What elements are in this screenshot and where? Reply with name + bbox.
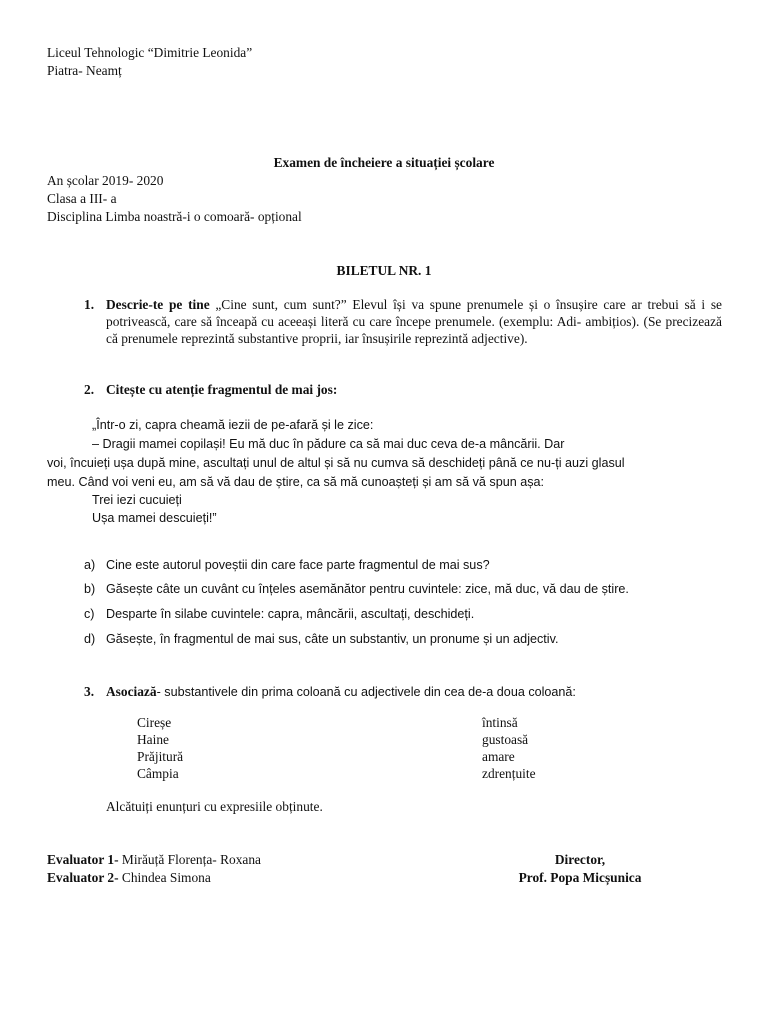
exercise-2-number: 2.: [84, 382, 95, 397]
exercise-3-text: - substantivele din prima coloană cu adjectivele din cea de-a doua coloană:: [156, 685, 576, 699]
adjective-item: gustoasă: [482, 732, 529, 747]
exercise-1-label: Descrie-te pe tine: [106, 297, 210, 312]
question-letter: b): [84, 582, 96, 596]
director-title: Director,: [554, 852, 606, 867]
question-text: Cine este autorul poveștii din care face parte fragmentul de mai sus?: [106, 558, 490, 572]
exercise-3-label: Asociază: [106, 684, 157, 699]
adjective-item: amare: [482, 749, 515, 764]
exercise-1-text: „Cine sunt, cum sunt?” Elevul își va spune prenumele și o însușire care ar trebui să i se potrivească, care să înceapă cu aceeași literă cu care începe prenumele. (exemplu: Adi- ambițios). (Se precizează că prenumele reprezintă substantive proprii, iar însușirile reprezintă adjective).: [106, 297, 722, 346]
exercise-3-number: 3.: [84, 684, 95, 699]
fragment-line: – Dragii mamei copilași! Eu mă duc în pădure ca să mai duc ceva de-a mâncării. Dar: [92, 437, 565, 451]
exercise-3: [106, 683, 576, 701]
exercise-2-label: Citește cu atenție fragmentul de mai jos:: [106, 382, 338, 397]
discipline: Disciplina Limba noastră-i o comoară- opțional: [47, 209, 302, 224]
question-text: Găsește câte un cuvânt cu înțeles asemănător pentru cuvintele: zice, mă duc, vă dau de știre.: [106, 582, 629, 596]
evaluator-2-name: Chindea Simona: [121, 870, 211, 885]
exercise-3-task: Alcătuiți enunțuri cu expresiile obținute.: [106, 799, 323, 814]
evaluator-2: [47, 869, 211, 886]
fragment-line: meu. Când voi veni eu, am să vă dau de știre, ca să mă cunoașteți și am să vă spun așa:: [47, 475, 545, 489]
fragment-line: Ușa mamei descuieți!”: [92, 511, 217, 525]
question-letter: c): [84, 607, 95, 621]
question-letter: a): [84, 558, 96, 572]
evaluator-2-label: Evaluator 2-: [47, 870, 119, 885]
class-name: Clasa a III- a: [47, 191, 117, 206]
question-text: Desparte în silabe cuvintele: capra, mâncării, ascultați, deschideți.: [106, 607, 475, 621]
school-year: An școlar 2019- 2020: [47, 173, 164, 188]
director-name: Prof. Popa Micșunica: [518, 870, 642, 885]
noun-item: Prăjitură: [137, 749, 184, 764]
school-city: Piatra- Neamț: [47, 63, 122, 78]
evaluator-1-label: Evaluator 1-: [47, 852, 119, 867]
evaluator-1: [47, 851, 261, 868]
exercise-1: [106, 296, 722, 347]
adjective-item: zdrențuite: [482, 766, 536, 781]
exercise-1-number: 1.: [84, 297, 95, 312]
fragment-line: voi, încuieți ușa după mine, ascultați unul de altul și să nu cumva să deschideți până ce nu-ți auzi glasul: [47, 456, 625, 470]
ticket-title: BILETUL NR. 1: [336, 263, 432, 278]
school-name: Liceul Tehnologic “Dimitrie Leonida”: [47, 45, 253, 60]
noun-item: Haine: [137, 732, 169, 747]
question-letter: d): [84, 632, 96, 646]
adjective-item: întinsă: [482, 715, 518, 730]
noun-item: Câmpia: [137, 766, 179, 781]
fragment-line: Trei iezi cucuieți: [92, 493, 182, 507]
question-text: Găsește, în fragmentul de mai sus, câte un substantiv, un pronume și un adjectiv.: [106, 632, 559, 646]
evaluator-1-name: Mirăuță Florența- Roxana: [121, 852, 261, 867]
fragment-line: „Într-o zi, capra cheamă iezii de pe-afară și le zice:: [92, 418, 374, 432]
noun-item: Cireșe: [137, 715, 172, 730]
exam-title: Examen de încheiere a situației școlare: [273, 155, 495, 170]
